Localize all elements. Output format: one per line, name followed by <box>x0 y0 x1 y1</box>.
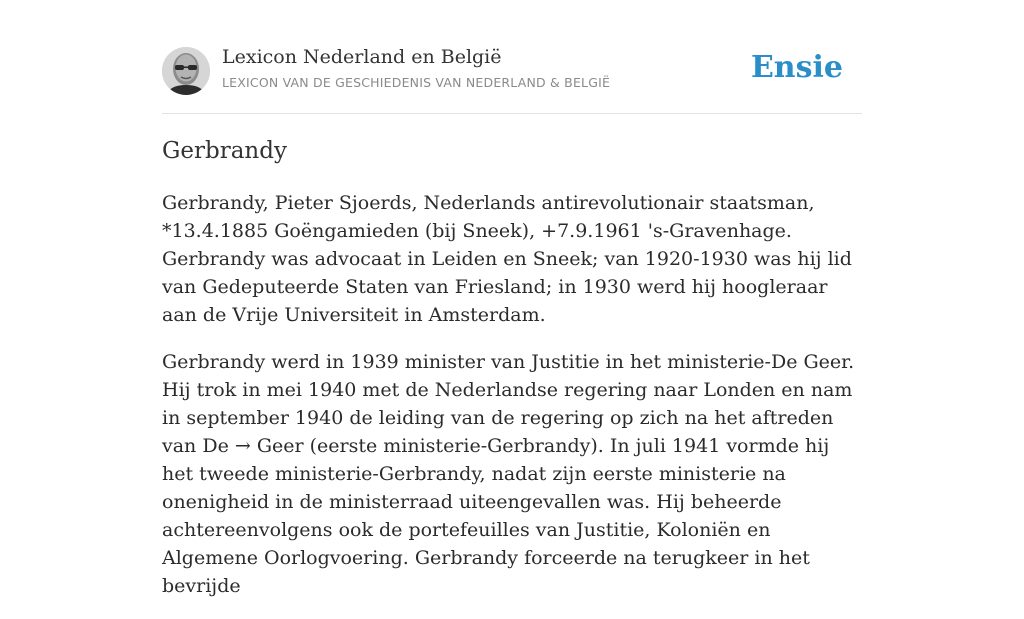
avatar[interactable] <box>162 47 210 95</box>
paragraph <box>162 348 862 600</box>
cross-reference-link[interactable]: Geer <box>256 435 304 457</box>
source-subtitle: LEXICON VAN DE GESCHIEDENIS VAN NEDERLAND & BELGIË <box>222 75 611 90</box>
paragraph: Gerbrandy, Pieter Sjoerds, Nederlands antirevolutionair staatsman, *13.4.1885 Goëngamieden (bij Sneek), +7.9.1961 's-Gravenhage. Gerbrandy was advocaat in Leiden en Sneek; van 1920-1930 was hij lid van Gedeputeerde Staten van Friesland; in 1930 werd hij hoogleraar aan de Vrije Universiteit in Amsterdam. <box>162 192 852 326</box>
page <box>162 0 862 597</box>
paragraph-text: (eerste ministerie-Gerbrandy). In juli 1941 vormde hij het tweede ministerie-Gerbrandy, nadat zijn eerste ministerie na onenigheid in de ministerraad uiteengevallen was. Hij beheerde achtereenvolgens ook de portefeuilles van Justitie, Koloniën en Algemene Oorlogvoering. Gerbrandy forceerde na terugkeer in het bevrijde <box>162 435 830 597</box>
source-title[interactable]: Lexicon Nederland en België <box>222 46 502 68</box>
source-header <box>162 0 862 114</box>
paragraph-text: Gerbrandy werd in 1939 minister van Justitie in het ministerie-De Geer. Hij trok in mei 1940 met de Nederlandse regering naar Londen en nam in september 1940 de leiding van de regering op zich na het aftreden van De <box>162 351 855 457</box>
ensie-logo-link[interactable]: Ensie <box>750 50 843 85</box>
entry-body <box>162 189 862 619</box>
page-title: Gerbrandy <box>162 138 287 164</box>
arrow-right-icon: → <box>234 435 251 457</box>
portrait-photo-icon <box>162 47 210 95</box>
